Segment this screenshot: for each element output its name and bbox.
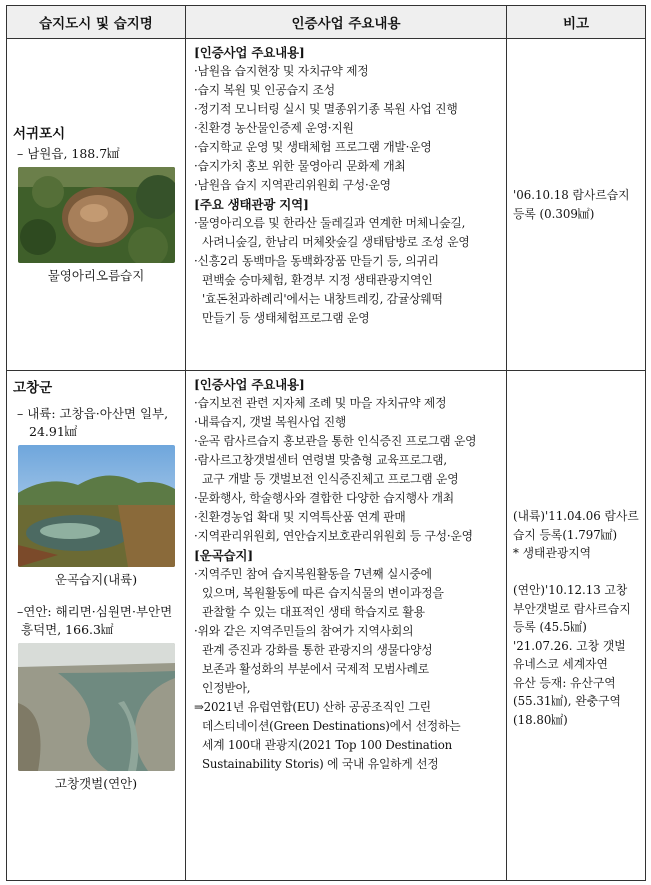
note-text <box>513 507 639 729</box>
section-heading: [주요 생태관광 지역] <box>194 197 309 212</box>
note-line: 부안갯벌로 람사르습지 <box>513 601 631 616</box>
section-heading: [인증사업 주요내용] <box>194 377 305 392</box>
content-item: ·지역주민 참여 습지복원활동을 7년째 실시중에 <box>194 567 432 581</box>
note-line: 유네스코 세계자연 <box>513 657 608 671</box>
section-heading: [인증사업 주요내용] <box>194 45 305 60</box>
content-item: ·습지 복원 및 인공습지 조성 <box>194 83 335 97</box>
photo-caption: 운곡습지(내륙) <box>54 572 138 587</box>
note-line: (연안)'10.12.13 고창 <box>513 583 628 597</box>
content-item: ·물영아리오름 및 한라산 둘레길과 연계한 머체니숲길, <box>194 216 466 230</box>
note-line: 습지 등록(1.797㎢) <box>513 527 618 542</box>
content-item: 세계 100대 관광지(2021 Top 100 Destination <box>202 738 453 752</box>
content-item: ·습지가치 홍보 위한 물영아리 문화제 개최 <box>194 159 406 173</box>
note-line: (18.80㎢) <box>513 712 568 727</box>
coastal-area-size: 흥덕면, 166.3㎢ <box>21 622 114 637</box>
content-item: Sustainability Storis) 에 국내 유일하게 선정 <box>202 757 439 771</box>
inland-area: – 내륙: 고창읍·아산면 일부, <box>17 406 169 421</box>
inland-area-size: 24.91㎢ <box>29 424 78 439</box>
note-line: 등록 (0.309㎢) <box>513 206 595 221</box>
content-item: ·남원읍 습지현장 및 자치규약 제정 <box>194 64 369 78</box>
wetland-cell <box>7 371 186 881</box>
content-item: 보존과 활성화의 부분에서 국제적 모범사례로 <box>202 662 429 676</box>
coastal-area: –연안: 해리면·심원면·부안면 <box>17 604 173 619</box>
note-cell <box>507 39 646 371</box>
content-cell <box>186 39 507 371</box>
note-cell <box>507 371 646 881</box>
content-item: ·친환경 농산물인증제 운영·지원 <box>194 121 354 135</box>
table-row <box>7 39 646 371</box>
region-name: 서귀포시 <box>13 125 66 142</box>
content-item: ·내륙습지, 갯벌 복원사업 진행 <box>194 415 347 429</box>
content-item: 관찰할 수 있는 대표적인 생태 학습지로 활용 <box>202 605 425 619</box>
region-area <box>17 603 179 639</box>
content-item: ·습지보전 관련 지자체 조례 및 마을 자치규약 제정 <box>194 396 447 410</box>
content-item: ·위와 같은 지역주민들의 참여가 지역사회의 <box>194 624 414 638</box>
content-item: ·습지학교 운영 및 생태체험 프로그램 개발·운영 <box>194 140 432 154</box>
note-line <box>513 563 639 582</box>
content-item: 교구 개발 등 갯벌보전 인식증진체고 프로그램 운영 <box>202 472 459 486</box>
note-line: * 생태관광지역 <box>513 546 592 560</box>
content-item: 편백숲 승마체험, 환경부 지정 생태관광지역인 <box>202 273 433 287</box>
content-list <box>194 375 500 774</box>
region-name: 고창군 <box>13 380 53 396</box>
note-line: 등록 (45.5㎢) <box>513 620 587 634</box>
content-item: ·문화행사, 학술행사와 결합한 다양한 습지행사 개최 <box>194 491 454 505</box>
content-item: 데스티네이션(Green Destinations)에서 선정하는 <box>202 719 461 733</box>
content-item: 관계 증진과 강화를 통한 관광지의 생물다양성 <box>202 643 433 657</box>
content-item: 만들기 등 생태체험프로그램 운영 <box>202 311 370 325</box>
header-row <box>7 6 646 39</box>
content-item: ·신흥2리 동백마을 동백화장품 만들기 등, 의귀리 <box>194 254 439 268</box>
header-note: 비고 <box>507 6 646 39</box>
note-line: 유산 등재: 유산구역 <box>513 675 616 690</box>
content-item: ·친환경농업 확대 및 지역특산품 연계 판매 <box>194 510 406 524</box>
region-area: – 남원읍, 188.7㎢ <box>17 145 120 161</box>
content-item: ⇒2021년 유럽연합(EU) 산하 공공조직인 그린 <box>194 700 431 714</box>
table-row <box>7 371 646 881</box>
note-line: '21.07.26. 고창 갯벌 <box>513 638 626 653</box>
header-content: 인증사업 주요내용 <box>186 6 507 39</box>
section-heading: [운곡습지] <box>194 548 253 563</box>
wetland-photo <box>18 643 175 771</box>
content-item: ·남원읍 습지 지역관리위원회 구성·운영 <box>194 178 391 192</box>
header-wetland: 습지도시 및 습지명 <box>7 6 186 39</box>
content-item: ·운곡 람사르습지 홍보관을 통한 인식증진 프로그램 운영 <box>194 434 477 448</box>
content-item: ·람사르고창갯벌센터 연령별 맞춤형 교육프로그램, <box>194 453 447 467</box>
region-area <box>17 405 179 441</box>
content-item: 인정받아, <box>202 681 251 695</box>
content-item: ·지역관리위원회, 연안습지보호관리위원회 등 구성·운영 <box>194 529 473 543</box>
content-item: '효돈천과하례리'에서는 내창트레킹, 감귤상웨떡 <box>202 292 443 306</box>
content-item: 사려니숲길, 한남리 머체왓숲길 생태탐방로 조성 운영 <box>202 235 470 249</box>
note-line: (55.31㎢), 완충구역 <box>513 694 621 708</box>
content-item: 있으며, 복원활동에 따른 습지식물의 변이과정을 <box>202 586 444 600</box>
content-list <box>194 43 500 328</box>
wetland-table <box>6 5 646 881</box>
photo-caption: 물영아리오름습지 <box>47 267 145 283</box>
wetland-cell <box>7 39 186 371</box>
note-line: '06.10.18 람사르습지 <box>513 188 630 202</box>
wetland-photo <box>18 167 175 263</box>
note-text <box>513 186 639 223</box>
content-item: ·정기적 모니터링 실시 및 멸종위기종 복원 사업 진행 <box>194 102 458 116</box>
content-cell <box>186 371 507 881</box>
wetland-photo <box>18 445 175 567</box>
note-line: (내륙)'11.04.06 람사르 <box>513 509 639 523</box>
photo-caption: 고창갯벌(연안) <box>54 776 138 791</box>
